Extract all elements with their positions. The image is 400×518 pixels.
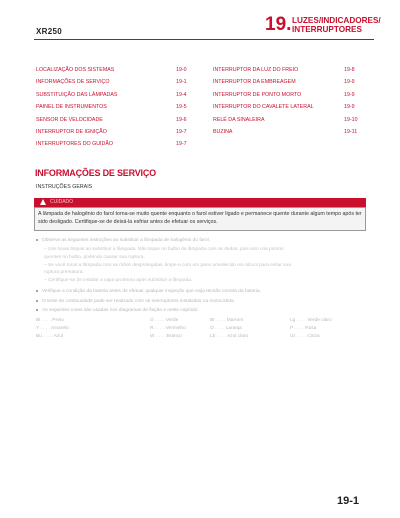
bullet-continuation: – Certifique-se de instalar a capa protetora após substituir a lâmpada. <box>44 278 193 283</box>
toc-right <box>213 66 373 140</box>
toc-page: 19-9 <box>344 91 355 98</box>
page-number: 19-1 <box>337 495 360 507</box>
toc-entry[interactable] <box>36 103 196 115</box>
color-code: W . . . . Branco <box>150 334 182 339</box>
warning-text: A lâmpada de halogênio do farol torna-se muito quente enquanto o farol estiver ligado e permanece quente durante algum tempo após ter sido desligado. Certifique-se de deixá-la esfriar antes de efetuar os serviços. <box>38 211 362 225</box>
bullet-icon <box>36 290 38 292</box>
bullet-text: O teste de continuidade pode ser realizado com os interruptores instalados na motocicleta. <box>42 299 236 304</box>
toc-page: 19-1 <box>176 79 187 86</box>
toc-page: 19-9 <box>344 104 355 111</box>
toc-label: INTERRUPTOR DA LUZ DO FREIO <box>213 67 299 73</box>
toc-label: BUZINA <box>213 128 233 135</box>
bullet-item <box>36 308 199 313</box>
color-code: Bl . . . . Preto <box>36 318 64 323</box>
chapter-title-line1: LUZES/INDICADORES/ <box>292 16 381 25</box>
model-label: XR250 <box>36 27 62 36</box>
chapter-title-line2: INTERRUPTORES <box>292 25 362 34</box>
color-code: G . . . . Verde <box>150 318 179 323</box>
color-code: P . . . . Rosa <box>290 326 317 331</box>
toc-page: 19-4 <box>176 91 187 98</box>
toc-entry[interactable] <box>36 91 196 103</box>
bullet-icon <box>36 300 38 302</box>
color-code: Gr . . . . Cinza <box>290 334 320 339</box>
toc-label: SUBSTITUIÇÃO DAS LÂMPADAS <box>36 91 118 98</box>
toc-label: RELÉ DA SINALEIRA <box>213 116 265 123</box>
toc-entry[interactable] <box>213 103 373 115</box>
warning-header <box>34 198 366 207</box>
toc-page: 19-8 <box>344 67 355 73</box>
chapter-title <box>292 16 382 34</box>
toc-page: 19-9 <box>344 79 355 86</box>
color-code: Bu . . . . Azul <box>36 334 63 339</box>
bullet-item <box>36 289 261 294</box>
toc-label: INTERRUPTOR DO CAVALETE LATERAL <box>213 104 314 111</box>
toc-entry[interactable] <box>213 116 373 128</box>
toc-page: 19-7 <box>176 128 187 135</box>
bullet-continuation: quentes no bulbo, podendo causar sua ruptura. <box>44 255 145 260</box>
color-code: Y . . . . Amarelo <box>36 326 69 331</box>
toc-entry[interactable] <box>36 78 196 90</box>
toc-entry[interactable] <box>36 116 196 128</box>
toc-label: INTERRUPTOR DE IGNIÇÃO <box>36 128 107 135</box>
color-code: R . . . . Vermelho <box>150 326 186 331</box>
warning-label: CUIDADO <box>50 199 74 205</box>
toc-page: 19-5 <box>176 104 187 111</box>
bullet-text: As seguintes cores são usadas nos diagramas de fiação e neste capítulo: <box>42 308 199 313</box>
toc-entry[interactable] <box>36 66 196 78</box>
toc-page: 19-11 <box>344 128 358 135</box>
toc-page: 19-10 <box>344 116 358 123</box>
toc-entry[interactable] <box>213 128 373 140</box>
bullet-continuation: – Use luvas limpas ao substituir a lâmpada. Não toque no bulbo da lâmpada com os dedos, pois isso cria pontos <box>44 247 284 252</box>
section-title: INFORMAÇÕES DE SERVIÇO <box>35 168 156 178</box>
toc-left <box>36 66 196 153</box>
toc-label: INTERRUPTOR DA EMBREAGEM <box>213 79 296 86</box>
toc-label: INFORMAÇÕES DE SERVIÇO <box>36 79 110 86</box>
toc-page: 19-0 <box>176 67 187 73</box>
toc-entry[interactable] <box>213 66 373 78</box>
color-code: Lg . . . . Verde claro <box>290 318 332 323</box>
bullet-icon <box>36 239 38 241</box>
toc-entry[interactable] <box>213 91 373 103</box>
toc-label: PAINEL DE INSTRUMENTOS <box>36 104 107 111</box>
chapter-number: 19. <box>265 14 292 35</box>
bullet-continuation: ruptura prematura. <box>44 270 84 275</box>
toc-entry[interactable] <box>36 128 196 140</box>
bullet-text: Observe as seguintes instruções ao substituir a lâmpada de halogênio do farol. <box>42 238 210 243</box>
bullet-continuation: – Se você tocar a lâmpada com as mãos desprotegidas, limpe-a com um pano umedecido em álcool para evitar sua <box>44 263 291 268</box>
bullet-item <box>36 299 235 304</box>
toc-page: 19-7 <box>176 141 187 148</box>
color-code: Lb . . . . Azul claro <box>210 334 249 339</box>
toc-label: SENSOR DE VELOCIDADE <box>36 116 103 123</box>
toc-page: 19-6 <box>176 116 187 123</box>
toc-entry[interactable] <box>36 140 196 152</box>
warning-triangle-icon <box>40 199 46 205</box>
bullet-text: Verifique a condição da bateria antes de efetuar qualquer inspeção que exija tensão correta da bateria. <box>42 289 261 294</box>
bullet-icon <box>36 309 38 311</box>
toc-label: INTERRUPTOR DE PONTO MORTO <box>213 91 302 98</box>
bullet-item <box>36 238 210 243</box>
toc-label: LOCALIZAÇÃO DOS SISTEMAS <box>36 67 115 73</box>
color-code: O . . . . Laranja <box>210 326 242 331</box>
section-subtitle: INSTRUÇÕES GERAIS <box>36 184 93 190</box>
color-code: Br . . . . Marrom <box>210 318 244 323</box>
toc-entry[interactable] <box>213 78 373 90</box>
header-rule <box>34 39 374 40</box>
toc-label: INTERRUPTORES DO GUIDÃO <box>36 141 114 148</box>
